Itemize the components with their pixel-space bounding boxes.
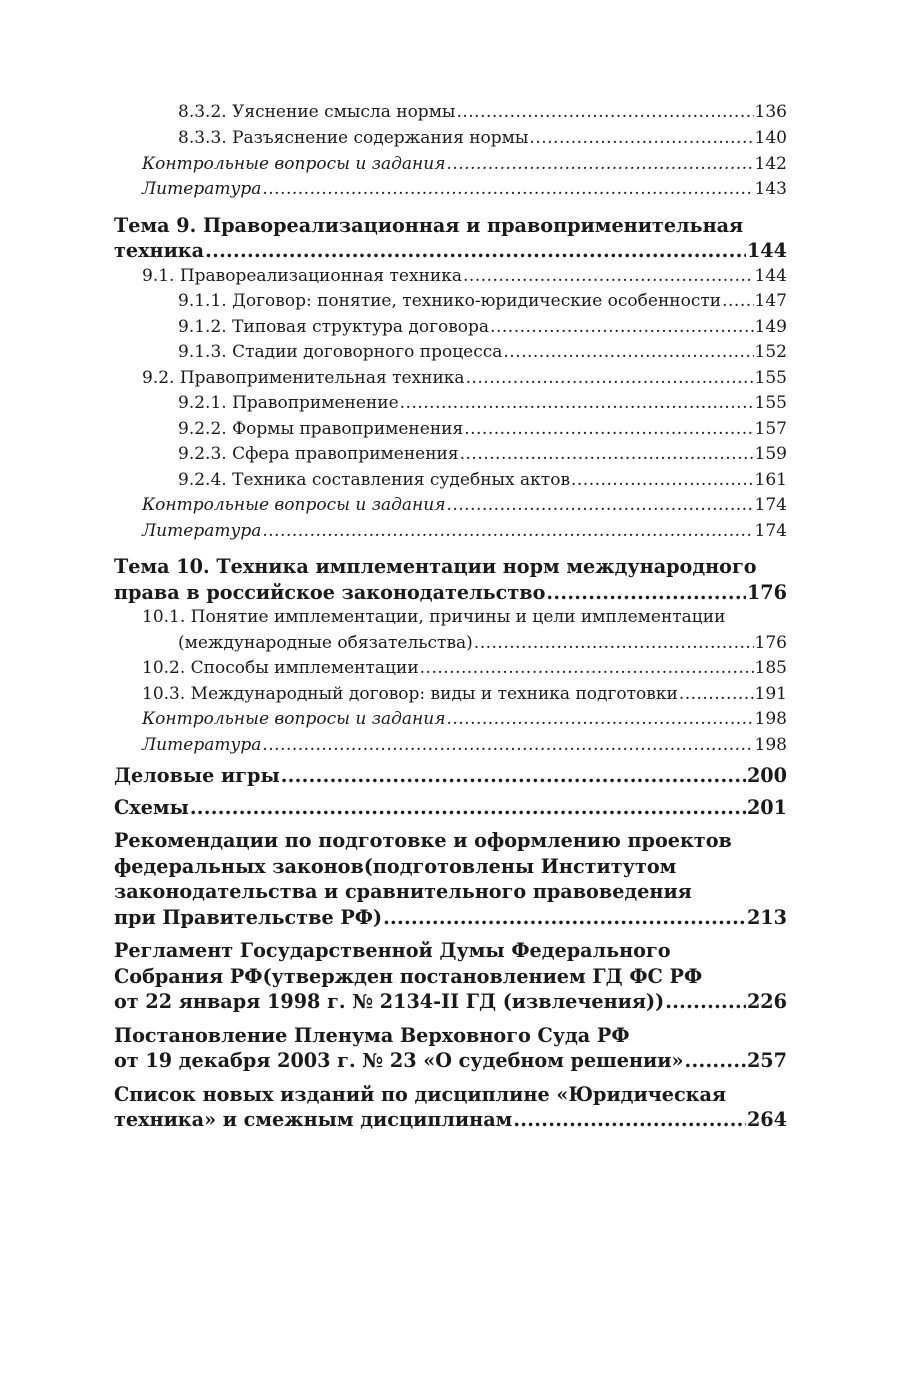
toc-entry-8-3-3[interactable] — [114, 126, 787, 152]
toc-entry-title: 9.2.1. Правоприменение — [178, 393, 399, 413]
dot-leader — [503, 340, 753, 366]
toc-entry-title-line: Рекомендации по подготовке и оформлению проектов — [114, 829, 732, 852]
toc-entry-title: 9.2.3. Сфера правоприменения — [178, 444, 459, 464]
toc-entry-recommendations[interactable] — [114, 828, 787, 930]
dot-leader — [722, 289, 753, 315]
dot-leader — [679, 682, 754, 708]
dot-leader — [446, 152, 753, 178]
toc-page-number: 200 — [746, 764, 787, 787]
toc-entry-9-2-3[interactable] — [114, 442, 787, 468]
toc-page-number: 147 — [754, 291, 787, 311]
table-of-contents — [114, 100, 787, 1133]
toc-page-number: 198 — [754, 734, 787, 755]
dot-leader — [546, 580, 746, 606]
dot-leader — [281, 763, 746, 789]
toc-entry-title: Контрольные вопросы и задания — [142, 153, 446, 174]
dot-leader — [262, 177, 753, 203]
dot-leader — [466, 366, 754, 392]
toc-page-number: 264 — [746, 1108, 787, 1131]
toc-entry-title-line: Собрания РФ(утвержден постановлением ГД ФС РФ — [114, 964, 703, 988]
toc-entry-title: Литература — [142, 179, 262, 199]
dot-leader — [464, 417, 753, 443]
toc-entry-plenum-resolution[interactable] — [114, 1023, 787, 1074]
dot-leader — [420, 656, 754, 682]
toc-entry-title: права в российское законодательство — [114, 580, 546, 604]
toc-entry-title: Схемы — [114, 795, 189, 819]
toc-entry-literature-10[interactable] — [114, 733, 787, 759]
toc-page-number: 176 — [754, 632, 787, 653]
dot-leader — [446, 493, 753, 519]
toc-entry-9-2-4[interactable] — [114, 468, 787, 494]
toc-entry-title-line: Регламент Государственной Думы Федерального — [114, 939, 671, 962]
toc-entry-9-1-2[interactable] — [114, 315, 787, 341]
toc-entry-new-publications[interactable] — [114, 1082, 787, 1133]
dot-leader — [463, 264, 754, 290]
toc-entry-title-line: федеральных законов(подготовлены Институтом — [114, 854, 677, 878]
toc-page-number: 142 — [754, 153, 787, 174]
toc-page-number: 155 — [754, 393, 787, 413]
toc-entry-control-questions-9[interactable] — [114, 493, 787, 519]
toc-entry-9-1-3[interactable] — [114, 340, 787, 366]
toc-entry-title: Литература — [142, 734, 262, 755]
toc-entry-literature-9[interactable] — [114, 519, 787, 545]
toc-entry-title: 10.2. Способы имплементации — [142, 658, 419, 678]
dot-leader — [529, 126, 753, 152]
toc-page-number: 143 — [754, 179, 787, 199]
toc-entry-title: техника» и смежным дисциплинам — [114, 1108, 513, 1131]
toc-entry-10-1[interactable] — [114, 605, 787, 656]
toc-entry-title: от 19 декабря 2003 г. № 23 «О судебном решении» — [114, 1049, 684, 1072]
toc-entry-duma-regulations[interactable] — [114, 938, 787, 1015]
toc-entry-title-line: Тема 9. Правореализационная и правоприменительная — [114, 213, 744, 237]
toc-entry-9-2-2[interactable] — [114, 417, 787, 443]
toc-entry-title: 10.3. Международный договор: виды и техника подготовки — [142, 683, 678, 704]
toc-entry-title: 9.1. Правореализационная техника — [142, 265, 463, 286]
dot-leader — [190, 795, 746, 821]
toc-entry-title-line: Список новых изданий по дисциплине «Юридическая — [114, 1082, 727, 1106]
toc-page-number: 149 — [754, 316, 787, 337]
dot-leader — [460, 442, 754, 468]
toc-entry-title: техника — [114, 239, 205, 262]
toc-entry-control-questions-10[interactable] — [114, 707, 787, 733]
toc-page-number: 174 — [754, 495, 787, 515]
toc-entry-schemes[interactable] — [114, 795, 787, 821]
dot-leader — [665, 989, 746, 1015]
toc-page-number: 198 — [754, 709, 787, 729]
toc-entry-title: Литература — [142, 520, 262, 541]
toc-entry-9-1[interactable] — [114, 264, 787, 290]
dot-leader — [446, 707, 753, 733]
toc-page-number: 226 — [746, 990, 787, 1013]
toc-entry-8-3-2[interactable] — [114, 100, 787, 126]
dot-leader — [262, 519, 753, 545]
dot-leader — [205, 238, 746, 264]
toc-page-number: 157 — [754, 418, 787, 439]
toc-page-number: 176 — [746, 580, 787, 604]
toc-page-number: 213 — [746, 905, 787, 929]
toc-page-number: 144 — [754, 265, 787, 286]
toc-page-number: 174 — [754, 520, 787, 541]
toc-entry-literature-8[interactable] — [114, 177, 787, 203]
dot-leader — [383, 905, 746, 931]
toc-entry-title: 9.2. Правоприменительная техника — [142, 367, 465, 388]
toc-entry-10-3[interactable] — [114, 682, 787, 708]
toc-entry-title: 8.3.3. Разъяснение содержания нормы — [178, 128, 529, 148]
toc-entry-title: Контрольные вопросы и задания — [142, 495, 446, 515]
toc-entry-control-questions-8[interactable] — [114, 152, 787, 178]
toc-entry-title: Контрольные вопросы и задания — [142, 709, 446, 729]
dot-leader — [456, 100, 753, 126]
toc-page-number: 191 — [754, 683, 787, 704]
toc-page-number: 161 — [754, 469, 787, 490]
toc-page-number: 152 — [754, 342, 787, 362]
dot-leader — [571, 468, 754, 494]
toc-entry-9-1-1[interactable] — [114, 289, 787, 315]
toc-page-number: 159 — [754, 444, 787, 464]
toc-entry-9-2-1[interactable] — [114, 391, 787, 417]
toc-entry-title: Деловые игры — [114, 764, 280, 787]
dot-leader — [513, 1107, 746, 1133]
toc-entry-title-line: Тема 10. Техника имплементации норм международного — [114, 555, 757, 578]
dot-leader — [262, 733, 753, 759]
toc-entry-title: при Правительстве РФ) — [114, 905, 383, 929]
toc-entry-title: 9.2.4. Техника составления судебных актов — [178, 469, 571, 490]
toc-page-number: 257 — [746, 1049, 787, 1072]
toc-entry-title-line: 10.1. Понятие имплементации, причины и цели имплементации — [142, 607, 726, 627]
toc-entry-title: от 22 января 1998 г. № 2134-II ГД (извлечения)) — [114, 990, 665, 1013]
toc-page-number: 155 — [754, 367, 787, 388]
toc-entry-title: 9.1.3. Стадии договорного процесса — [178, 342, 503, 362]
toc-entry-9-2[interactable] — [114, 366, 787, 392]
toc-entry-title: 9.2.2. Формы правоприменения — [178, 418, 464, 439]
toc-page-number: 201 — [746, 795, 787, 819]
dot-leader — [474, 631, 754, 657]
toc-page-number: 144 — [746, 239, 787, 262]
toc-entry-title: (международные обязательства) — [178, 632, 473, 653]
toc-entry-topic-10[interactable] — [114, 554, 787, 605]
toc-entry-10-2[interactable] — [114, 656, 787, 682]
dot-leader — [685, 1048, 746, 1074]
toc-page-number: 140 — [754, 128, 787, 148]
toc-entry-title: 8.3.2. Уяснение смысла нормы — [178, 102, 456, 122]
toc-entry-title-line: законодательства и сравнительного правоведения — [114, 880, 692, 903]
toc-page-number: 136 — [754, 102, 787, 122]
toc-entry-title: 9.1.2. Типовая структура договора — [178, 316, 490, 337]
toc-entry-business-games[interactable] — [114, 763, 787, 789]
toc-entry-title-line: Постановление Пленума Верховного Суда РФ — [114, 1023, 630, 1047]
dot-leader — [400, 391, 754, 417]
dot-leader — [490, 315, 753, 341]
toc-entry-title: 9.1.1. Договор: понятие, технико-юридические особенности — [178, 291, 722, 311]
toc-page-number: 185 — [754, 658, 787, 678]
toc-entry-topic-9[interactable] — [114, 213, 787, 264]
